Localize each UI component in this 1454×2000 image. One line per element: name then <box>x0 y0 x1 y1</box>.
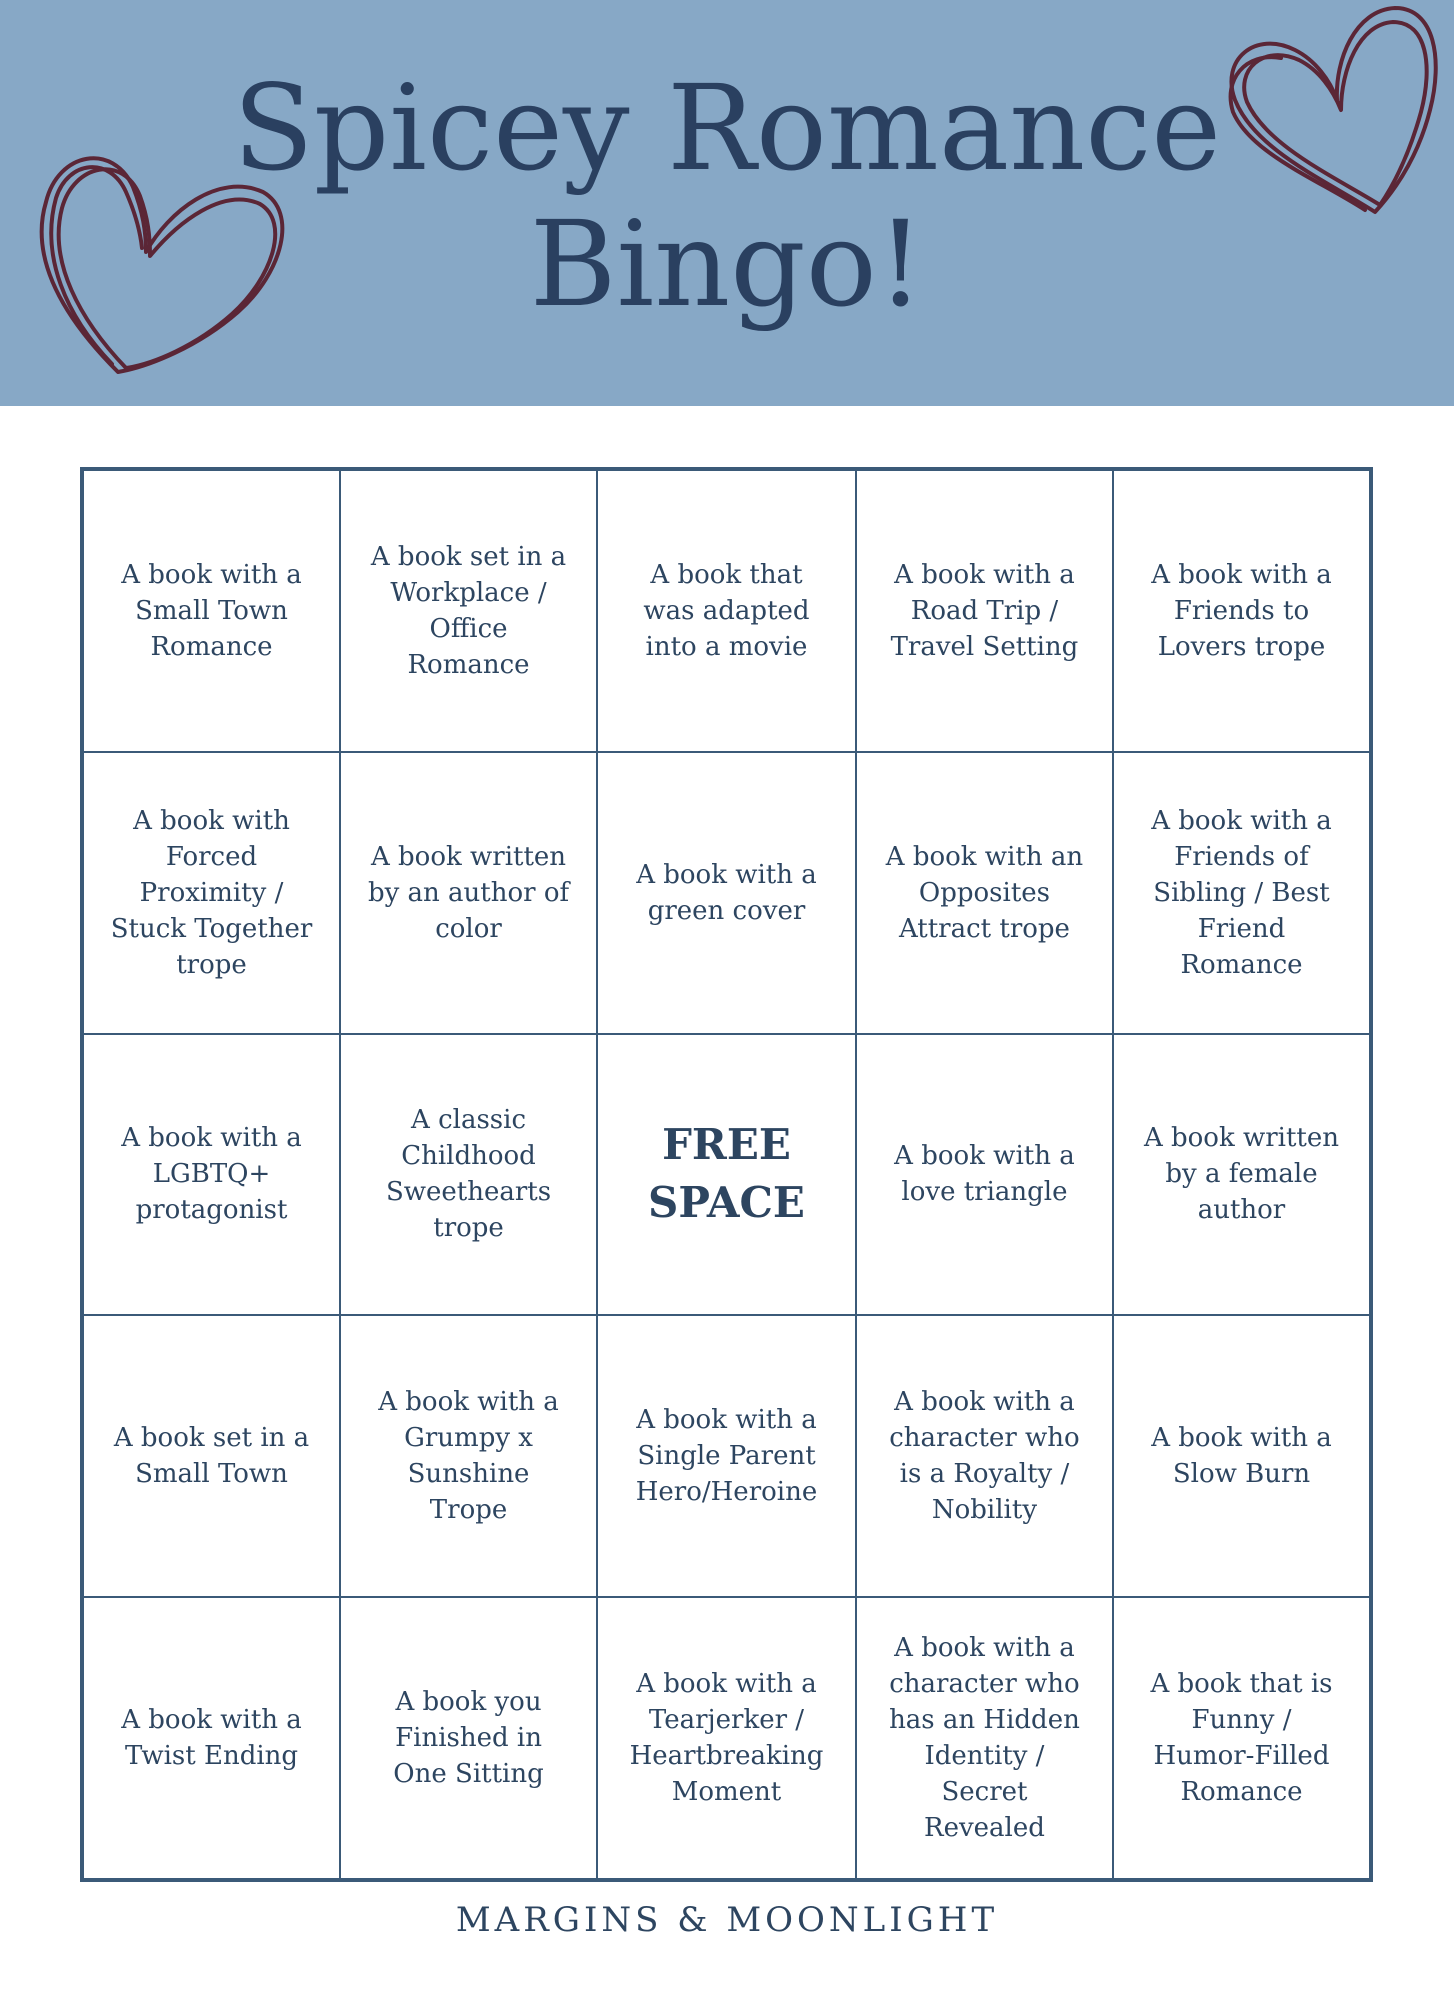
bingo-cell[interactable]: A book with a character who has an Hidden Identity / Secret Revealed <box>856 1597 1113 1879</box>
free-space-cell[interactable]: FREE SPACE <box>597 1034 856 1316</box>
bingo-cell[interactable]: A book with a character who is a Royalty / Nobility <box>856 1315 1113 1597</box>
bingo-cell[interactable]: A book you Finished in One Sitting <box>340 1597 597 1879</box>
bingo-cell[interactable]: A book that was adapted into a movie <box>597 470 856 752</box>
title-line-2: Bingo! <box>529 195 925 333</box>
bingo-cell[interactable]: A book with a Small Town Romance <box>83 470 340 752</box>
bingo-cell[interactable]: A book with Forced Proximity / Stuck Together trope <box>83 752 340 1034</box>
bingo-grid <box>80 467 1373 1882</box>
bingo-cell[interactable]: A book with a Grumpy x Sunshine Trope <box>340 1315 597 1597</box>
bingo-cell[interactable]: A book with a LGBTQ+ protagonist <box>83 1034 340 1316</box>
bingo-cell[interactable]: A book with a Single Parent Hero/Heroine <box>597 1315 856 1597</box>
heart-right-icon <box>1215 0 1445 230</box>
brand-footer: MARGINS & MOONLIGHT <box>455 1900 999 1940</box>
bingo-cell[interactable]: A book with a Friends of Sibling / Best Friend Romance <box>1113 752 1370 1034</box>
bingo-cell[interactable]: A book with a Slow Burn <box>1113 1315 1370 1597</box>
bingo-cell[interactable]: A book with a Tearjerker / Heartbreaking Moment <box>597 1597 856 1879</box>
bingo-cell[interactable]: A book set in a Small Town <box>83 1315 340 1597</box>
heart-left-icon <box>28 132 288 382</box>
bingo-cell[interactable]: A book with a Friends to Lovers trope <box>1113 470 1370 752</box>
bingo-cell[interactable]: A book with a green cover <box>597 752 856 1034</box>
bingo-cell[interactable]: A book with an Opposites Attract trope <box>856 752 1113 1034</box>
bingo-cell[interactable]: A book that is Funny / Humor-Filled Romance <box>1113 1597 1370 1879</box>
bingo-cell[interactable]: A book written by an author of color <box>340 752 597 1034</box>
title-line-1: Spicey Romance <box>232 59 1222 197</box>
bingo-cell[interactable]: A book with a Twist Ending <box>83 1597 340 1879</box>
bingo-cell[interactable]: A book with a Road Trip / Travel Setting <box>856 470 1113 752</box>
bingo-cell[interactable]: A book set in a Workplace / Office Romance <box>340 470 597 752</box>
bingo-cell[interactable]: A book written by a female author <box>1113 1034 1370 1316</box>
bingo-cell[interactable]: A book with a love triangle <box>856 1034 1113 1316</box>
bingo-cell[interactable]: A classic Childhood Sweethearts trope <box>340 1034 597 1316</box>
